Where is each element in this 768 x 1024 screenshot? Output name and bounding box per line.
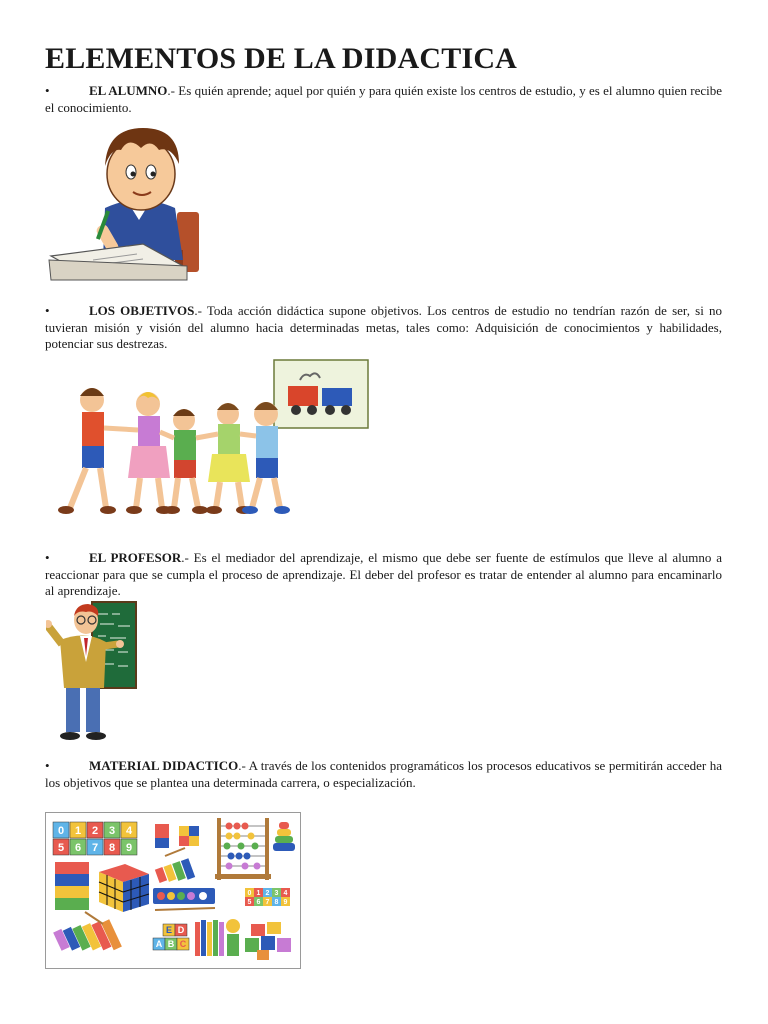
block-digit: 4 <box>283 890 288 897</box>
block-digit: 0 <box>57 825 65 837</box>
section-term: EL ALUMNO <box>89 83 168 98</box>
block-digit: 1 <box>74 825 82 837</box>
bullet <box>45 83 89 100</box>
block-digit: 2 <box>265 890 270 897</box>
page-title: ELEMENTOS DE LA DIDACTICA <box>45 42 518 75</box>
section-term: MATERIAL DIDACTICO <box>89 758 239 773</box>
section-text: .- A través de los contenidos programáticos los procesos educativos se permitirán acceder ha los objetivos que se plantea una determinada carrera, o especialización. <box>45 758 722 790</box>
block-digit: 2 <box>91 825 99 837</box>
block-digit: 6 <box>256 899 261 906</box>
section-text: .- Toda acción didáctica supone objetivos. Los centros de estudio no tendrían razón de ser, si no tuvieran misión y visión del alumno hacia determinadas metas, tales como: Adquisición de conocimientos y habilidades, potenciar sus destrezas. <box>45 303 722 351</box>
child-3 <box>164 409 208 514</box>
block-digit: 3 <box>274 890 279 897</box>
stacking-bricks <box>55 862 89 910</box>
block-digit: 6 <box>74 842 82 854</box>
small-number-blocks <box>245 888 290 906</box>
block-digit: 7 <box>91 842 99 854</box>
block-digit: 5 <box>57 842 65 854</box>
section-material <box>45 758 722 791</box>
block-digit: 0 <box>247 890 252 897</box>
child-2 <box>126 392 172 514</box>
block-digit: 8 <box>108 842 116 854</box>
train-engine <box>288 386 318 406</box>
block-letter: E <box>165 925 173 935</box>
crayons-icon <box>195 920 224 956</box>
section-text: .- Es quién aprende; aquel por quién y para quién existe los centros de estudio, y es el alumno quien recibe el conocimiento. <box>45 83 722 115</box>
bullet <box>45 303 89 320</box>
block-digit: 3 <box>108 825 116 837</box>
block-digit: 4 <box>125 825 133 837</box>
block-digit: 9 <box>125 842 133 854</box>
block-digit: 8 <box>274 899 279 906</box>
block-digit: 9 <box>283 899 288 906</box>
child-1 <box>58 388 116 514</box>
block-letter: B <box>167 939 175 949</box>
child-4 <box>206 403 252 514</box>
bullet <box>45 758 89 775</box>
section-profesor <box>45 550 722 600</box>
section-objetivos <box>45 303 722 353</box>
bullet <box>45 550 89 567</box>
block-digit: 7 <box>265 899 270 906</box>
block-digit: 5 <box>247 899 252 906</box>
section-text: .- Es el mediador del aprendizaje, el mismo que debe ser fuente de estímulos que lleve al alumno a reaccionar para que se cumpla el proceso de aprendizaje. El deber del profesor es tratar de entender al alumno para encaminarlo al aprendizaje. <box>45 550 722 598</box>
block-letter: D <box>177 925 185 935</box>
teacher-chalkboard-illustration <box>46 600 138 742</box>
section-alumno <box>45 83 722 116</box>
block-letter: C <box>179 939 187 949</box>
block-digit: 1 <box>256 890 261 897</box>
train-wagon <box>322 388 352 406</box>
didactic-toys-illustration <box>45 812 301 969</box>
section-term: EL PROFESOR <box>89 550 182 565</box>
children-line-train-illustration <box>48 358 370 522</box>
section-term: LOS OBJETIVOS <box>89 303 195 318</box>
block-letter: A <box>155 939 163 949</box>
student-writing-illustration <box>47 120 203 284</box>
rubiks-cube-icon <box>99 864 149 912</box>
geometric-shapes-icon <box>226 919 240 956</box>
